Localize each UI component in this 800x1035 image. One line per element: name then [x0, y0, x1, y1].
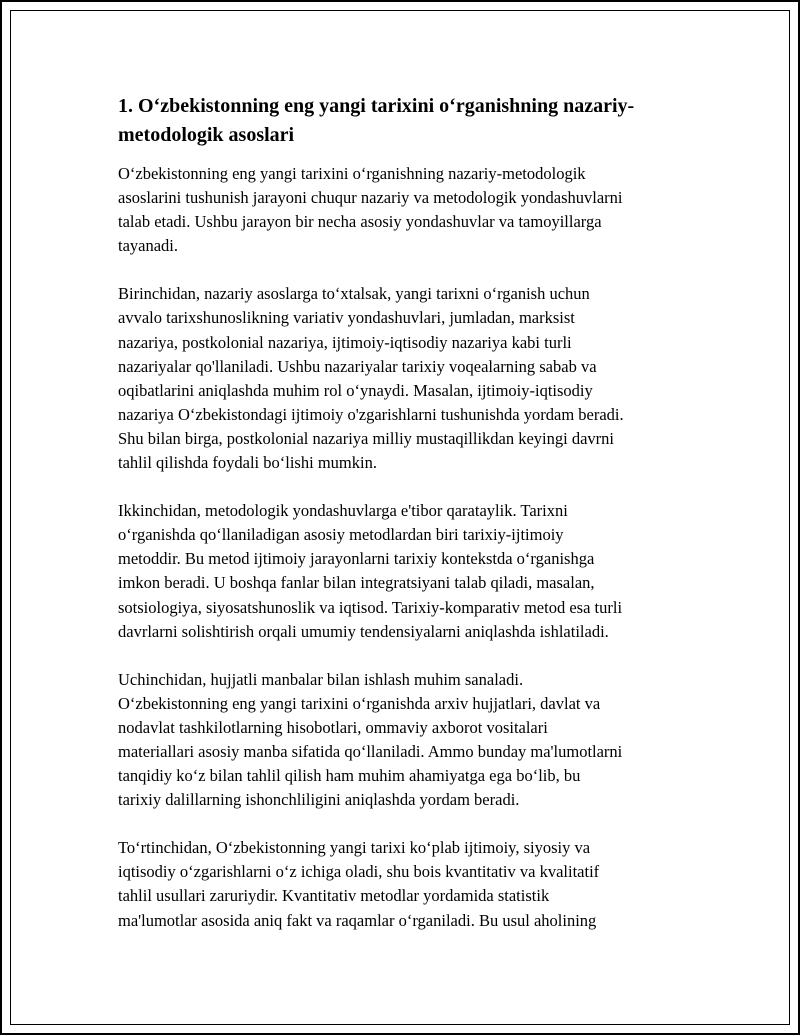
paragraph-first-point: Birinchidan, nazariy asoslarga to‘xtalsak, yangi tarixni o‘rganish uchun avvalo tarixshunoslikning variativ yondashuvlari, jumladan, marksist nazariya, postkolonial nazariya, ijtimoiy-iqtisodiy nazariya kabi turli nazariyalar qo'llaniladi. Ushbu nazariyalar tarixiy voqealarning sabab va oqibatlarini aniqlashda muhim rol o‘ynaydi. Masalan, ijtimoiy-iqtisodiy nazariya O‘zbekistondagi ijtimoiy o'zgarishlarni tushunishda yordam beradi. Shu bilan birga, postkolonial nazariya milliy mustaqillikdan keyingi davrni tahlil qilishda foydali bo‘lishi mumkin. [118, 284, 624, 473]
document-body [118, 92, 702, 957]
paragraph-fourth-point: To‘rtinchidan, O‘zbekistonning yangi tarixi ko‘plab ijtimoiy, siyosiy va iqtisodiy o‘zgarishlarni o‘z ichiga oladi, shu bois kvantitativ va kvalitatif tahlil usullari zaruriydir. Kvantitativ metodlar yordamida statistik ma'lumotlar asosida aniq fakt va raqamlar o‘rganiladi. Bu usul aholining [118, 838, 600, 930]
paragraph-intro: O‘zbekistonning eng yangi tarixini o‘rganishning nazariy-metodologik asoslarini tushunish jarayoni chuqur nazariy va metodologik yondashuvlarni talab etadi. Ushbu jarayon bir necha asosiy yondashuvlar va tamoyillarga tayanadi. [118, 164, 623, 256]
paragraph-second-point: Ikkinchidan, metodologik yondashuvlarga e'tibor qarataylik. Tarixni o‘rganishda qo‘llaniladigan asosiy metodlardan biri tarixiy-ijtimoiy metoddir. Bu metod ijtimoiy jarayonlarni tarixiy kontekstda o‘rganishga imkon beradi. U boshqa fanlar bilan integratsiyani talab qiladi, masalan, sotsiologiya, siyosatshunoslik va iqtisod. Tarixiy-komparativ metod esa turli davrlarni solishtirish orqali umumiy tendensiyalarni aniqlashda ishlatiladi. [118, 501, 623, 641]
paragraph-third-point: Uchinchidan, hujjatli manbalar bilan ishlash muhim sanaladi. O‘zbekistonning eng yangi tarixini o‘rganishda arxiv hujjatlari, davlat va nodavlat tashkilotlarning hisobotlari, ommaviy axborot vositalari materiallari asosiy manba sifatida qo‘llaniladi. Ammo bunday ma'lumotlarni tanqidiy ko‘z bilan tahlil qilish ham muhim ahamiyatga ega bo‘lib, bu tarixiy dalillarning ishonchliligini aniqlashda yordam beradi. [118, 669, 623, 810]
section-heading: 1. O‘zbekistonning eng yangi tarixini o‘rganishning nazariy- metodologik asoslari [118, 95, 635, 146]
